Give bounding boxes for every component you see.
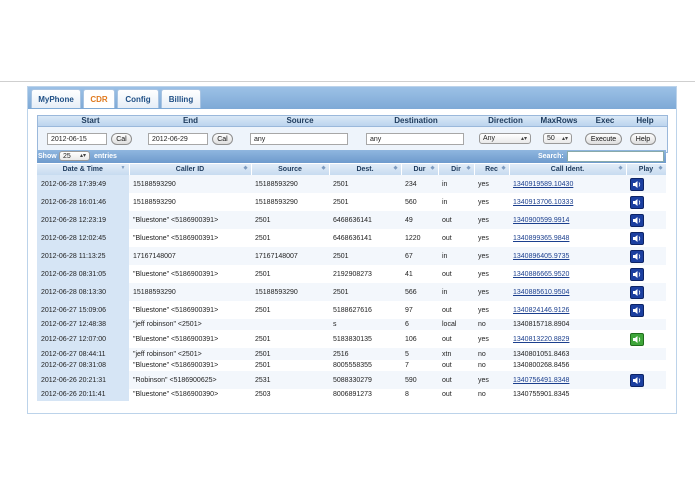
cell-direction: out <box>438 301 474 319</box>
cell-duration: 106 <box>401 330 438 348</box>
cell-play <box>626 360 666 371</box>
cell-duration: 234 <box>401 175 438 193</box>
cell-dest: 5188627616 <box>329 301 401 319</box>
cell-play <box>626 229 666 247</box>
cell-play <box>626 319 666 330</box>
tab-bar <box>28 87 676 109</box>
cell-callident <box>509 389 626 400</box>
cell-datetime: 2012-06-27 15:09:06 <box>37 301 129 319</box>
tab-config[interactable]: Config <box>117 89 159 108</box>
cell-recorded: no <box>474 389 509 400</box>
call-ident-link[interactable]: 1340824146.9126 <box>513 306 570 314</box>
cell-callident <box>509 283 626 301</box>
table-row <box>37 348 666 359</box>
table-toolbar <box>37 150 666 163</box>
cell-recorded: yes <box>474 371 509 389</box>
cell-datetime: 2012-06-28 12:23:19 <box>37 211 129 229</box>
cell-play <box>626 330 666 348</box>
cell-datetime: 2012-06-27 12:07:00 <box>37 330 129 348</box>
col-header-rec[interactable]: Rec ◆ <box>474 164 509 175</box>
cell-callident <box>509 229 626 247</box>
cell-datetime: 2012-06-27 08:31:08 <box>37 360 129 371</box>
call-ident-text: 1340755901.8345 <box>513 391 570 399</box>
call-ident-link[interactable]: 1340899365.9848 <box>513 234 570 242</box>
cell-play <box>626 371 666 389</box>
play-speaker-icon[interactable] <box>630 196 644 209</box>
cell-play <box>626 247 666 265</box>
col-header-datetime[interactable]: Date & Time ▼ <box>37 164 129 175</box>
cell-recorded: yes <box>474 229 509 247</box>
cell-direction: out <box>438 229 474 247</box>
cell-callerid: "Bluestone" <5186900391> <box>129 360 251 371</box>
cell-source: 2501 <box>251 330 329 348</box>
cell-source: 2501 <box>251 301 329 319</box>
table-row <box>37 247 666 265</box>
cell-source: 15188593290 <box>251 283 329 301</box>
table-row <box>37 265 666 283</box>
sort-icon: ◆ <box>243 165 248 171</box>
table-row <box>37 371 666 389</box>
cell-callident <box>509 265 626 283</box>
cell-callident <box>509 319 626 330</box>
cell-duration: 8 <box>401 389 438 400</box>
end-date-input[interactable]: 2012-06-29 <box>148 133 208 145</box>
maxrows-select[interactable] <box>543 133 572 144</box>
table-row <box>37 319 666 330</box>
cell-direction: out <box>438 330 474 348</box>
direction-header: Direction <box>488 116 523 125</box>
search-input[interactable] <box>567 151 664 162</box>
cell-source: 15188593290 <box>251 193 329 211</box>
table-row <box>37 175 666 193</box>
table-row <box>37 301 666 319</box>
table-row <box>37 389 666 400</box>
call-ident-link[interactable]: 1340896405.9735 <box>513 252 570 260</box>
filter-header <box>38 116 667 127</box>
play-speaker-icon[interactable] <box>630 232 644 245</box>
cell-callident <box>509 301 626 319</box>
cell-datetime: 2012-06-26 20:11:41 <box>37 389 129 400</box>
cell-source: 2501 <box>251 360 329 371</box>
sort-desc-icon: ▼ <box>120 165 126 171</box>
cell-datetime: 2012-06-28 16:01:46 <box>37 193 129 211</box>
cell-source: 2501 <box>251 229 329 247</box>
cell-duration: 560 <box>401 193 438 211</box>
cell-recorded: yes <box>474 330 509 348</box>
sort-icon: ◆ <box>658 165 663 171</box>
cell-recorded: yes <box>474 193 509 211</box>
direction-select[interactable] <box>479 133 531 144</box>
cell-direction: in <box>438 175 474 193</box>
cell-duration: 7 <box>401 360 438 371</box>
cell-play <box>626 193 666 211</box>
cell-callerid: 17167148007 <box>129 247 251 265</box>
call-ident-text: 1340800268.8456 <box>513 361 570 369</box>
cell-source: 2501 <box>251 265 329 283</box>
cell-recorded: yes <box>474 211 509 229</box>
cell-callident <box>509 371 626 389</box>
end-cal-button[interactable]: Cal <box>212 133 233 145</box>
cell-datetime: 2012-06-27 12:48:38 <box>37 319 129 330</box>
cell-callident <box>509 330 626 348</box>
cell-callident <box>509 360 626 371</box>
cell-play <box>626 389 666 400</box>
filter-panel <box>37 115 668 153</box>
top-divider <box>0 81 695 82</box>
cell-duration: 67 <box>401 247 438 265</box>
call-ident-link[interactable]: 1340885610.9504 <box>513 288 570 296</box>
start-cal-button[interactable]: Cal <box>111 133 132 145</box>
cell-source <box>251 319 329 330</box>
cell-recorded: no <box>474 348 509 359</box>
cell-duration: 41 <box>401 265 438 283</box>
show-entries-select[interactable] <box>59 151 90 161</box>
cell-duration: 1220 <box>401 229 438 247</box>
cell-callerid: "Bluestone" <5186900391> <box>129 265 251 283</box>
sort-icon: ◆ <box>466 165 471 171</box>
destination-input[interactable]: any <box>366 133 464 145</box>
sort-icon: ◆ <box>321 165 326 171</box>
destination-header: Destination <box>394 116 438 125</box>
cell-recorded: no <box>474 319 509 330</box>
tab-billing[interactable]: Billing <box>161 89 201 108</box>
help-header: Help <box>636 116 654 125</box>
cell-duration: 590 <box>401 371 438 389</box>
cell-direction: in <box>438 193 474 211</box>
table-row <box>37 283 666 301</box>
sort-icon: ◆ <box>430 165 435 171</box>
cell-dest: 2501 <box>329 193 401 211</box>
start-header: Start <box>81 116 100 125</box>
cell-datetime: 2012-06-28 11:13:25 <box>37 247 129 265</box>
cell-recorded: no <box>474 360 509 371</box>
cell-callerid: "Bluestone" <5186900390> <box>129 389 251 400</box>
execute-button[interactable]: Execute <box>585 133 622 145</box>
select-arrows-icon: ▴▾ <box>520 136 527 142</box>
cell-direction: xtn <box>438 348 474 359</box>
cell-callident <box>509 193 626 211</box>
table-row <box>37 211 666 229</box>
play-speaker-icon[interactable] <box>630 304 644 317</box>
maxrows-value: 50 <box>547 135 555 142</box>
play-speaker-icon[interactable] <box>630 268 644 281</box>
source-input[interactable]: any <box>250 133 348 145</box>
cell-callident <box>509 247 626 265</box>
cell-direction: out <box>438 265 474 283</box>
cell-direction: out <box>438 389 474 400</box>
cell-callerid: 15188593290 <box>129 175 251 193</box>
play-speaker-icon[interactable] <box>630 214 644 227</box>
play-speaker-icon[interactable] <box>630 250 644 263</box>
cell-source: 2501 <box>251 211 329 229</box>
cell-datetime: 2012-06-28 17:39:49 <box>37 175 129 193</box>
call-ident-link[interactable]: 1340900599.9914 <box>513 216 570 224</box>
cell-recorded: yes <box>474 283 509 301</box>
sort-icon: ◆ <box>501 165 506 171</box>
call-ident-link[interactable]: 1340886665.9520 <box>513 270 570 278</box>
call-ident-text: 1340815718.8904 <box>513 321 570 329</box>
cell-callerid: 15188593290 <box>129 283 251 301</box>
play-speaker-icon[interactable] <box>630 374 644 387</box>
cell-recorded: yes <box>474 247 509 265</box>
cell-datetime: 2012-06-28 12:02:45 <box>37 229 129 247</box>
cell-dest: 2501 <box>329 175 401 193</box>
cell-duration: 566 <box>401 283 438 301</box>
tab-cdr[interactable]: CDR <box>83 89 115 108</box>
cell-source: 2531 <box>251 371 329 389</box>
direction-value: Any <box>483 135 496 142</box>
start-date-input[interactable]: 2012-06-15 <box>47 133 107 145</box>
play-speaker-icon[interactable] <box>630 286 644 299</box>
cell-recorded: yes <box>474 175 509 193</box>
source-header: Source <box>286 116 314 125</box>
cell-callerid: "Robinson" <5186900625> <box>129 371 251 389</box>
cell-callerid: "Bluestone" <5186900391> <box>129 301 251 319</box>
cell-callerid: "Bluestone" <5186900391> <box>129 229 251 247</box>
cell-source: 2503 <box>251 389 329 400</box>
cell-direction: in <box>438 283 474 301</box>
col-header-dest[interactable]: Dest. ◆ <box>329 164 401 175</box>
cell-callerid: "Bluestone" <5186900391> <box>129 211 251 229</box>
cell-dest: 2501 <box>329 283 401 301</box>
cell-dest: s <box>329 319 401 330</box>
cell-dest: 8006891273 <box>329 389 401 400</box>
col-header-callident[interactable]: Call Ident. ◆ <box>509 164 626 175</box>
filter-controls <box>38 127 667 152</box>
cell-callerid: 15188593290 <box>129 193 251 211</box>
show-label: Show <box>38 153 57 160</box>
cell-play <box>626 348 666 359</box>
cell-callident <box>509 211 626 229</box>
cell-duration: 5 <box>401 348 438 359</box>
exec-header: Exec <box>595 116 615 125</box>
cell-recorded: yes <box>474 301 509 319</box>
table-row <box>37 193 666 211</box>
cell-datetime: 2012-06-28 08:31:05 <box>37 265 129 283</box>
play-speaker-icon[interactable] <box>630 178 644 191</box>
cell-play <box>626 265 666 283</box>
maxrows-header: MaxRows <box>540 116 578 125</box>
show-entries-value: 25 <box>63 153 71 160</box>
tab-myphone[interactable]: MyPhone <box>31 89 81 108</box>
end-header: End <box>182 116 199 125</box>
cell-callident <box>509 175 626 193</box>
call-ident-link[interactable]: 1340813220.8829 <box>513 335 570 343</box>
cell-play <box>626 211 666 229</box>
col-header-dir[interactable]: Dir ◆ <box>438 164 474 175</box>
table-body <box>37 175 666 401</box>
cell-direction: out <box>438 371 474 389</box>
cell-callerid: "jeff robinson" <2501> <box>129 319 251 330</box>
cell-dest: 8005558355 <box>329 360 401 371</box>
cell-direction: out <box>438 360 474 371</box>
cell-dest: 5088330279 <box>329 371 401 389</box>
cell-datetime: 2012-06-27 08:44:11 <box>37 348 129 359</box>
cell-play <box>626 175 666 193</box>
cell-dest: 2501 <box>329 247 401 265</box>
select-arrows-icon: ▴▾ <box>79 153 86 159</box>
call-ident-text: 1340801051.8463 <box>513 350 570 358</box>
sort-icon: ◆ <box>393 165 398 171</box>
cell-source: 15188593290 <box>251 175 329 193</box>
entries-label: entries <box>94 153 117 160</box>
cell-direction: local <box>438 319 474 330</box>
cell-dest: 2516 <box>329 348 401 359</box>
cell-dest: 5183830135 <box>329 330 401 348</box>
table-header-row <box>37 164 666 175</box>
cell-source: 17167148007 <box>251 247 329 265</box>
cell-callident <box>509 348 626 359</box>
cell-dest: 6468636141 <box>329 211 401 229</box>
cell-duration: 97 <box>401 301 438 319</box>
cdr-panel <box>27 86 677 414</box>
cell-callerid: "Bluestone" <5186900391> <box>129 330 251 348</box>
col-header-callerid[interactable]: Caller ID ◆ <box>129 164 251 175</box>
help-button[interactable]: Help <box>630 133 656 145</box>
cdr-table <box>37 164 667 401</box>
table-row <box>37 229 666 247</box>
col-header-source[interactable]: Source ◆ <box>251 164 329 175</box>
col-header-play[interactable]: Play ◆ <box>626 164 666 175</box>
cell-play <box>626 283 666 301</box>
cell-callerid: "jeff robinson" <2501> <box>129 348 251 359</box>
call-ident-link[interactable]: 1340756491.8348 <box>513 376 570 384</box>
search-label: Search: <box>538 153 564 160</box>
cell-dest: 2192908273 <box>329 265 401 283</box>
cell-duration: 6 <box>401 319 438 330</box>
cell-source: 2501 <box>251 348 329 359</box>
playing-speaker-icon[interactable] <box>630 333 644 346</box>
col-header-dur[interactable]: Dur ◆ <box>401 164 438 175</box>
call-ident-link[interactable]: 1340919589.10430 <box>513 180 574 188</box>
cell-direction: in <box>438 247 474 265</box>
sort-icon: ◆ <box>618 165 623 171</box>
cell-recorded: yes <box>474 265 509 283</box>
cell-datetime: 2012-06-28 08:13:30 <box>37 283 129 301</box>
select-arrows-icon: ▴▾ <box>561 136 568 142</box>
cell-datetime: 2012-06-26 20:21:31 <box>37 371 129 389</box>
cell-duration: 49 <box>401 211 438 229</box>
cell-direction: out <box>438 211 474 229</box>
call-ident-link[interactable]: 1340913706.10333 <box>513 198 574 206</box>
table-row <box>37 330 666 348</box>
cell-play <box>626 301 666 319</box>
table-row <box>37 360 666 371</box>
cell-dest: 6468636141 <box>329 229 401 247</box>
